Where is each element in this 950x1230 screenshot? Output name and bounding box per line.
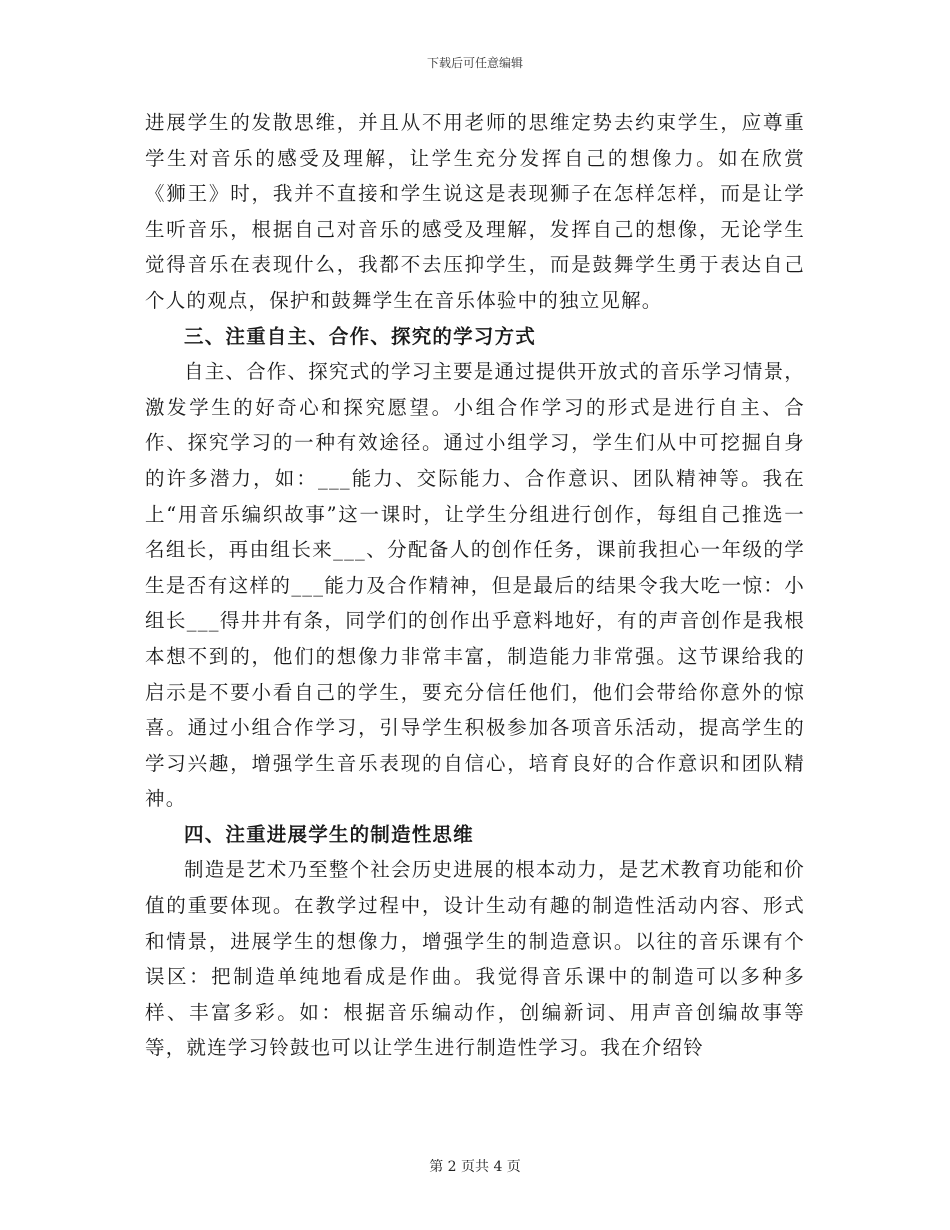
paragraph-continued: 进展学生的发散思维，并且从不用老师的思维定势去约束学生，应尊重学生对音乐的感受及理解，让学生充分发挥自己的想像力。如在欣赏《狮王》时，我并不直接和学生说这是表现狮子在怎样怎样，而是让学生听音乐，根据自己对音乐的感受及理解，发挥自己的想像，无论学生觉得音乐在表现什么，我都不去压抑学生，而是鼓舞学生勇于表达自己个人的观点，保护和鼓舞学生在音乐体验中的独立见解。 [145,111,805,312]
section-heading-3: 三、注重自主、合作、探究的学习方式 [184,324,536,348]
section-heading-4: 四、注重进展学生的制造性思维 [184,822,474,846]
page-header: 下载后可任意编辑 [426,56,523,70]
document-body [145,105,805,1066]
page-footer: 第 2 页共 4 页 [429,1159,521,1175]
paragraph-section-4: 制造是艺术乃至整个社会历史进展的根本动力，是艺术教育功能和价值的重要体现。在教学过程中，设计生动有趣的制造性活动内容、形式和情景，进展学生的想像力，增强学生的制造意识。以往的音乐课有个误区：把制造单纯地看成是作曲。我觉得音乐课中的制造可以多种多样、丰富多彩。如：根据音乐编动作，创编新词、用声音创编故事等等，就连学习铃鼓也可以让学生进行制造性学习。我在介绍铃 [145,858,806,1060]
paragraph-section-3: 自主、合作、探究式的学习主要是通过提供开放式的音乐学习情景，激发学生的好奇心和探究愿望。小组合作学习的形式是进行自主、合作、探究学习的一种有效途径。通过小组学习，学生们从中可挖掘自身的许多潜力，如：___能力、交际能力、合作意识、团队精神等。我在上“用音乐编织故事”这一课时，让学生分组进行创作，每组自己推选一名组长，再由组长来___、分配备人的创作任务，课前我担心一年级的学生是否有这样的___能力及合作精神，但是最后的结果令我大吃一惊：小组长___得井井有条，同学们的创作出乎意料地好，有的声音创作是我根本想不到的，他们的想像力非常丰富，制造能力非常强。这节课给我的启示是不要小看自己的学生，要充分信任他们，他们会带给你意外的惊喜。通过小组合作学习，引导学生积极参加各项音乐活动，提高学生的学习兴趣，增强学生音乐表现的自信心，培育良好的合作意识和团队精神。 [145,360,806,811]
